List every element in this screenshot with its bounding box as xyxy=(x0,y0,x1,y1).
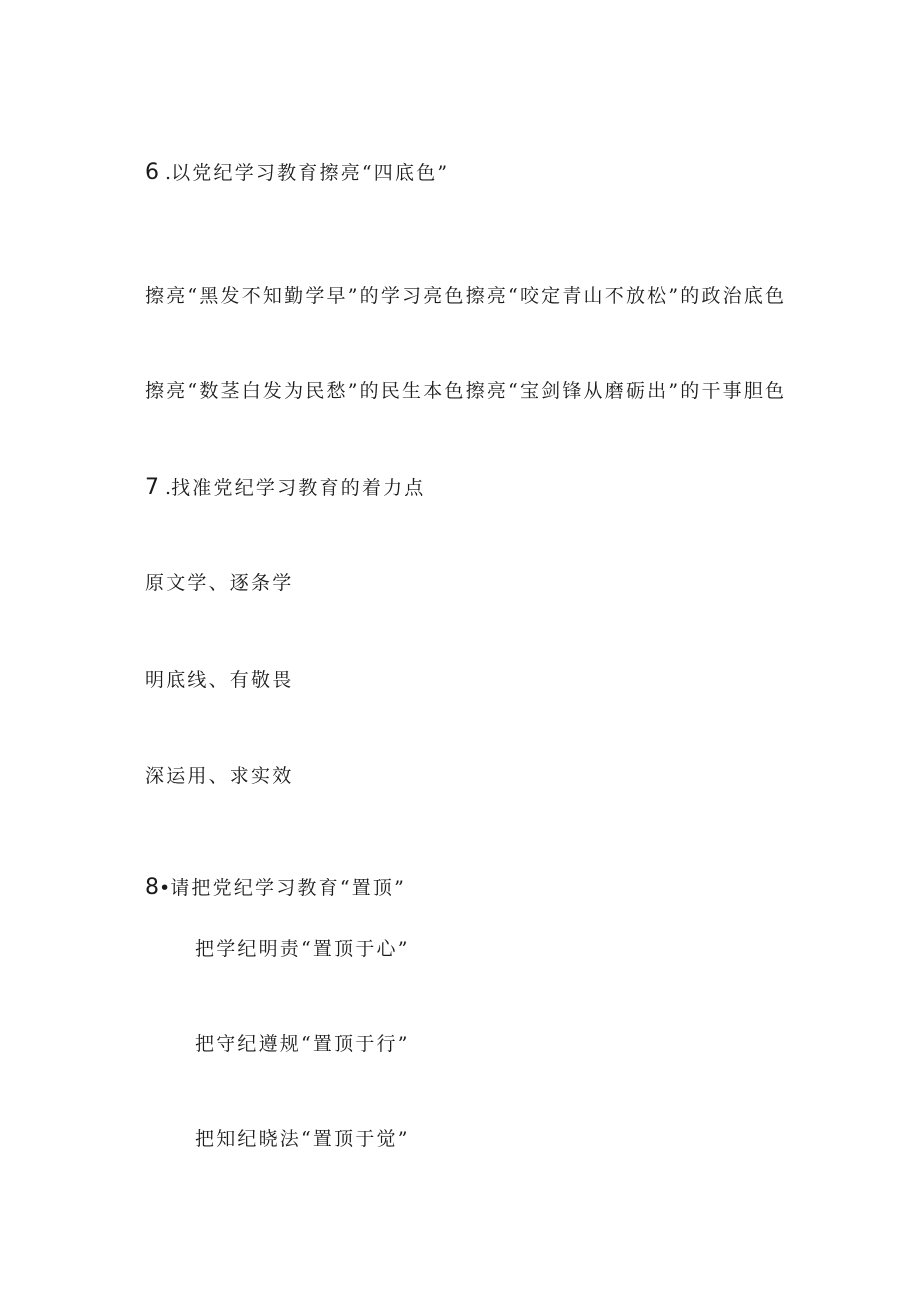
section-7-item: 深运用、求实效 xyxy=(145,765,294,787)
section-number: 7 xyxy=(145,475,159,500)
section-title: 请把党纪学习教育“置顶” xyxy=(170,877,407,899)
section-8-item: 把学纪明责“置顶于心” xyxy=(195,938,410,960)
section-8-item: 把知纪晓法“置顶于觉” xyxy=(195,1128,410,1150)
section-separator: • xyxy=(159,877,171,899)
section-heading-6 xyxy=(145,162,449,184)
section-number: 8 xyxy=(145,875,159,900)
section-6-item: 擦亮“数茎白发为民愁”的民生本色擦亮“宝剑锋从磨砺出”的干事胆色 xyxy=(145,380,787,402)
section-6-item: 擦亮“黑发不知勤学早”的学习亮色擦亮“咬定青山不放松”的政治底色 xyxy=(145,285,787,307)
section-8-item: 把守纪遵规“置顶于行” xyxy=(195,1033,410,1055)
section-separator: . xyxy=(159,477,172,499)
section-heading-8 xyxy=(145,877,406,899)
section-separator: . xyxy=(159,162,172,184)
section-7-item: 明底线、有敬畏 xyxy=(145,669,294,691)
section-title: 找准党纪学习教育的着力点 xyxy=(171,477,426,499)
section-title: 以党纪学习教育擦亮“四底色” xyxy=(171,162,450,184)
section-heading-7 xyxy=(145,477,426,499)
section-7-item: 原文学、逐条学 xyxy=(145,572,294,594)
section-number: 6 xyxy=(145,160,159,185)
